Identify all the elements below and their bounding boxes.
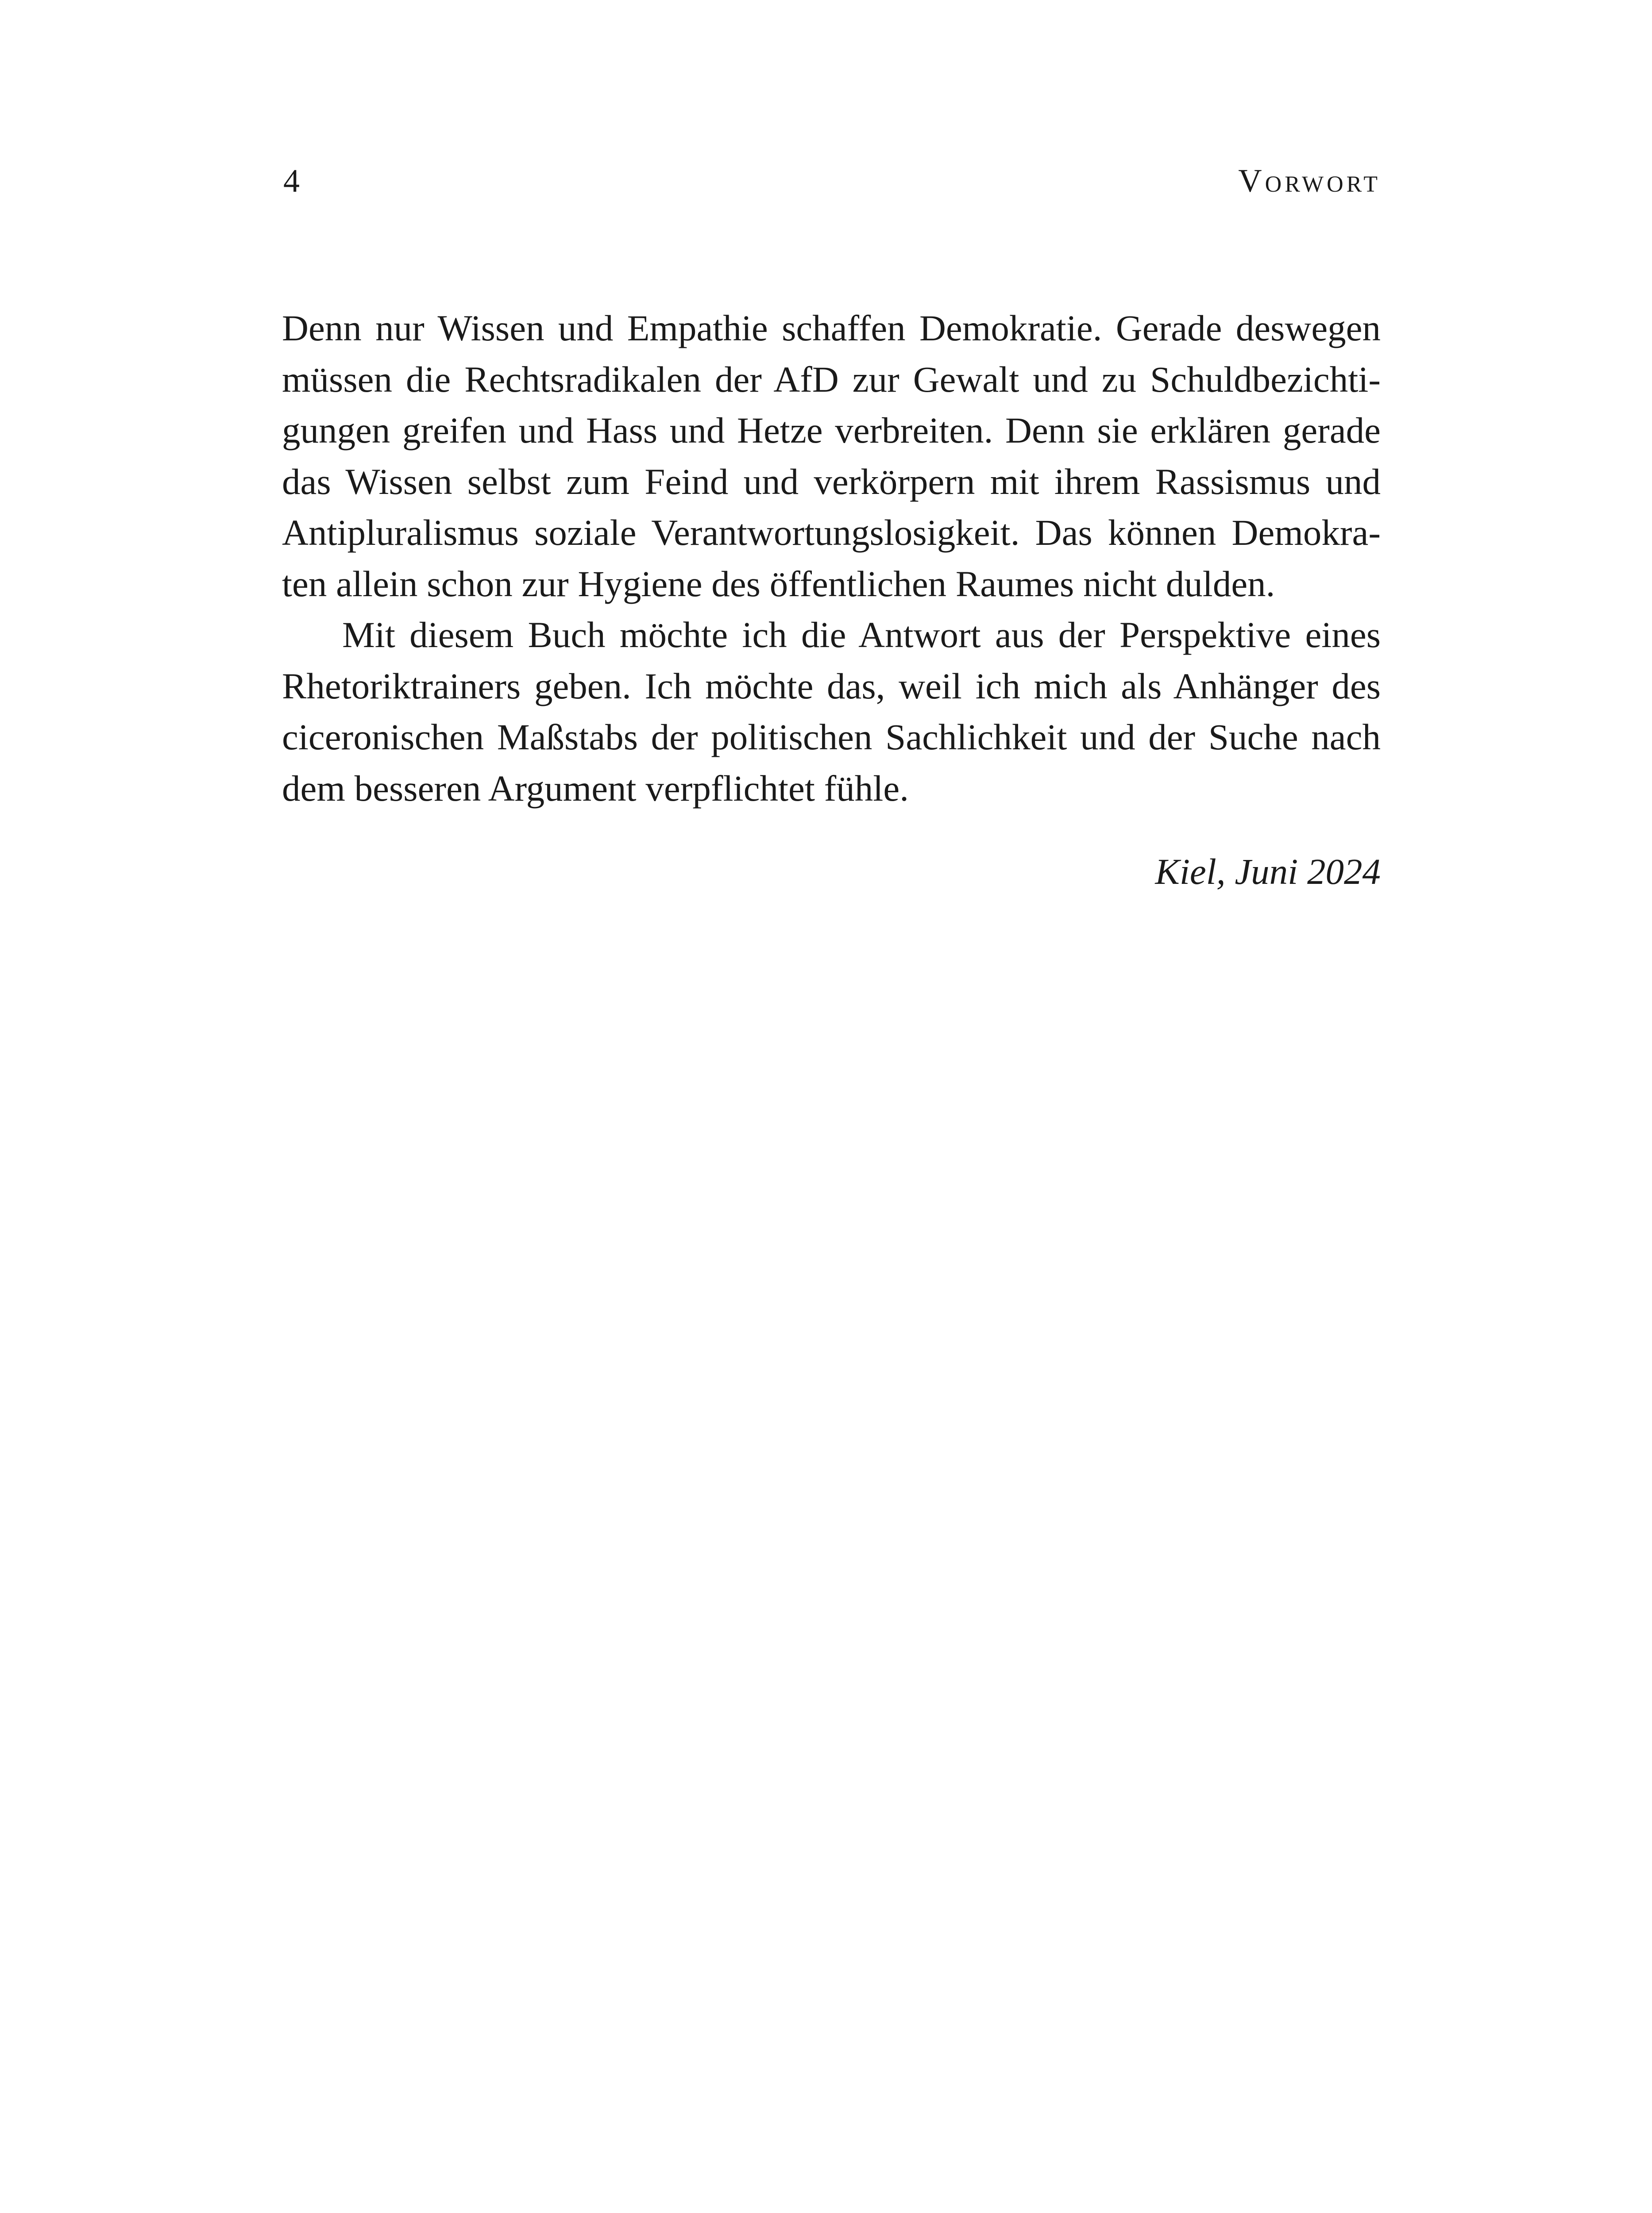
text-line: dem besseren Argument verpflichtet fühle. [282,767,909,809]
text-line: Denn nur Wissen und Empathie schaffen Demokratie. Gerade deswegen [282,308,1381,348]
paragraph-1 [282,303,1381,609]
text-line: Antipluralismus soziale Verantwortungslosigkeit. Das können Demokra- [282,512,1381,553]
signature-place-date: Kiel, Juni 2024 [1155,851,1381,892]
text-line: ten allein schon zur Hygiene des öffentlichen Raumes nicht dulden. [282,563,1275,604]
text-line: Mit diesem Buch möchte ich die Antwort aus der Perspektive eines [342,614,1381,655]
running-head: Vorwort [1238,163,1381,199]
text-line: müssen die Rechtsradikalen der AfD zur Gewalt und zu Schuldbezichti- [282,359,1381,400]
text-line: Rhetoriktrainers geben. Ich möchte das, weil ich mich als Anhänger des [282,665,1381,706]
text-line: das Wissen selbst zum Feind und verkörpern mit ihrem Rassismus und [282,461,1381,502]
text-line: gungen greifen und Hass und Hetze verbreiten. Denn sie erklären gerade [282,410,1381,451]
body-text [282,303,1381,814]
page-number: 4 [283,163,300,199]
text-line: ciceronischen Maßstabs der politischen Sachlichkeit und der Suche nach [282,717,1381,757]
paragraph-2 [282,609,1381,814]
